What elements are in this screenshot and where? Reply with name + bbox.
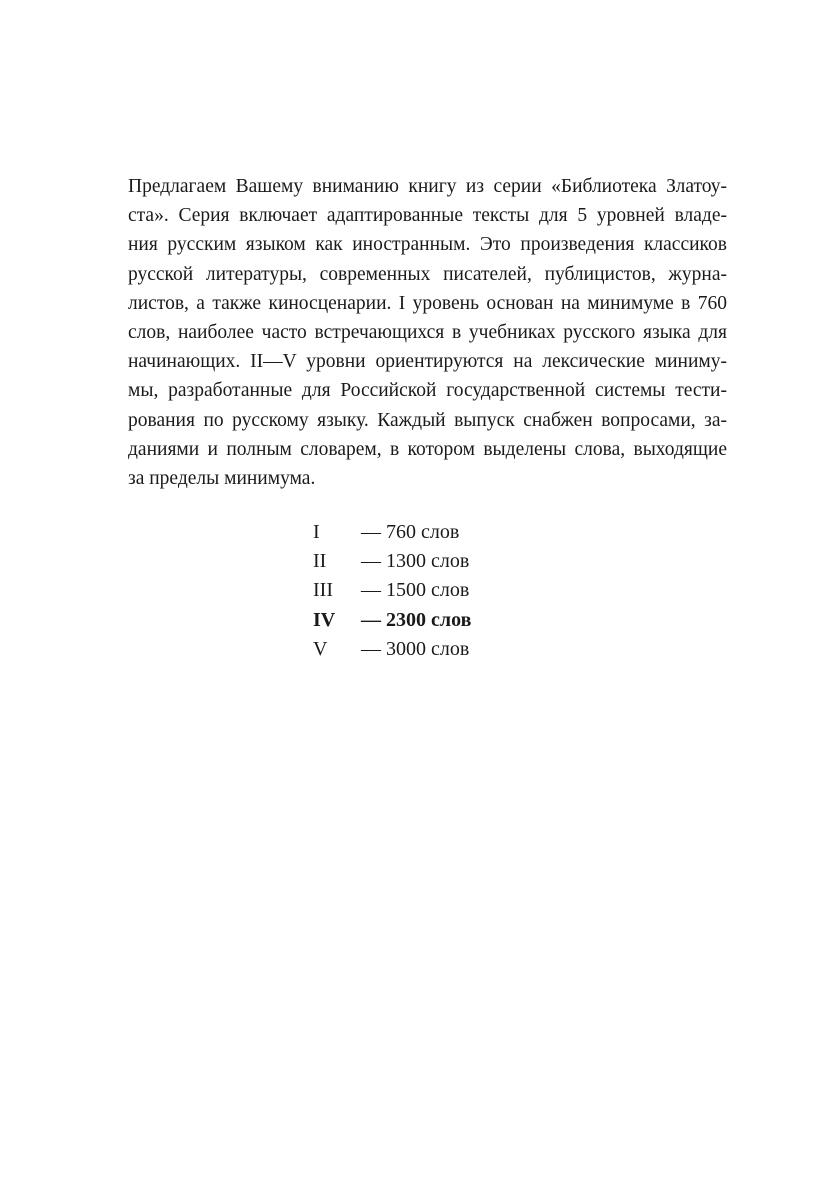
- level-words: — 760 слов: [361, 521, 460, 543]
- level-number: I: [313, 521, 320, 543]
- level-number: V: [313, 637, 328, 660]
- level-item: [313, 547, 471, 576]
- paragraph-line: листов, а также киносценарии. I уровень основан на минимуме в 760: [128, 292, 727, 314]
- level-item-highlighted: [313, 606, 471, 635]
- level-words: — 3000 слов: [361, 637, 470, 660]
- level-words: — 1300 слов: [361, 550, 470, 573]
- level-number: II: [313, 550, 327, 573]
- paragraph-line: начинающих. II—V уровни ориентируются на лексические миниму-: [128, 351, 727, 373]
- intro-paragraph: [128, 172, 727, 493]
- paragraph-line: даниями и полным словарем, в котором выделены слова, выходящие: [128, 438, 727, 460]
- level-item: [313, 576, 471, 605]
- paragraph-line: ста». Серия включает адаптированные тексты для 5 уровней владе-: [128, 205, 727, 227]
- paragraph-line: ния русским языком как иностранным. Это произведения классиков: [128, 234, 727, 256]
- levels-list: [313, 518, 471, 664]
- paragraph-line: русской литературы, современных писателей, публицистов, журна-: [128, 263, 727, 285]
- paragraph-line: Предлагаем Вашему вниманию книгу из серии «Библиотека Златоу-: [128, 176, 727, 197]
- paragraph-line: рования по русскому языку. Каждый выпуск снабжен вопросами, за-: [128, 409, 727, 431]
- level-item: [313, 635, 471, 664]
- level-words: — 2300 слов: [361, 608, 472, 631]
- level-number: III: [313, 579, 333, 602]
- paragraph-line: мы, разработанные для Российской государственной системы тести-: [128, 380, 727, 402]
- level-item: [313, 518, 471, 547]
- paragraph-line: слов, наиболее часто встречающихся в учебниках русского языка для: [128, 322, 727, 344]
- level-words: — 1500 слов: [361, 579, 470, 602]
- level-number: IV: [313, 608, 336, 631]
- paragraph-line: за пределы минимума.: [128, 468, 316, 490]
